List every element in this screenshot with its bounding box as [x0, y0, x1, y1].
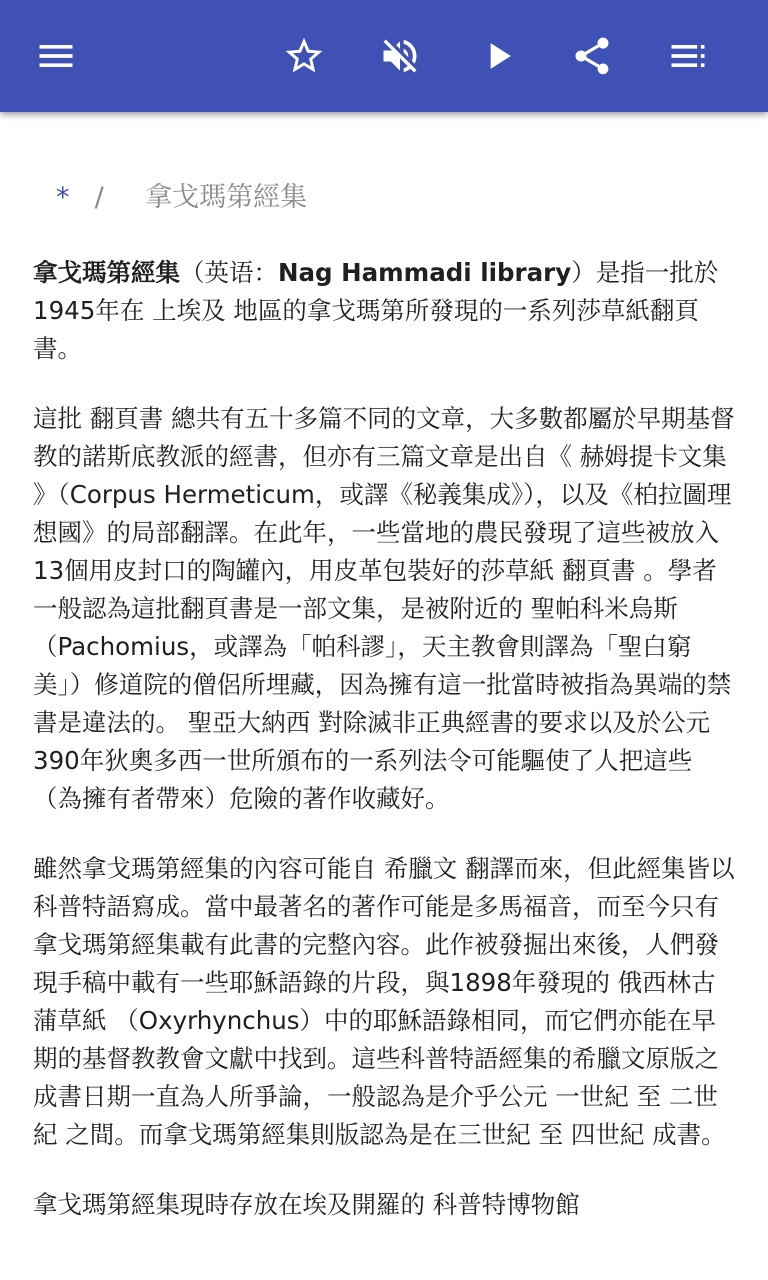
breadcrumb: [56, 178, 307, 218]
paragraph-intro: [33, 254, 737, 368]
breadcrumb-separator: /: [94, 182, 104, 213]
breadcrumb-home-link[interactable]: *: [56, 182, 70, 213]
playlist-icon: [666, 34, 710, 78]
play-icon: [476, 34, 520, 78]
menu-button[interactable]: [28, 28, 84, 84]
english-name: Nag Hammadi library: [278, 258, 572, 287]
paragraph-location: 拿戈瑪第經集現時存放在埃及開羅的 科普特博物館: [33, 1190, 580, 1219]
star-outline-icon: [282, 34, 326, 78]
article-title: 拿戈瑪第經集: [33, 258, 180, 287]
article-body: [33, 254, 737, 1256]
app-bar: [0, 0, 768, 112]
paragraph-text: （英语：: [180, 258, 278, 287]
breadcrumb-current: 拿戈瑪第經集: [145, 182, 308, 213]
paragraph-content: 雖然拿戈瑪第經集的內容可能自 希臘文 翻譯而來，但此經集皆以科普特語寫成。當中最著名的著作可能是多馬福音，而至今只有拿戈瑪第經集載有此書的完整內容。此作被發掘出來後，人們發現手稿中載有一些耶穌語錄的片段，與1898年發現的 俄西林古蒲草紙 （Oxyrhynchus）中的耶穌語錄相同，而它們亦能在早期的基督教教會文獻中找到。這些科普特語經集的希臘文原版之成書日期一直為人所爭論，一般認為是介乎公元 一世紀 至 二世紀 之間。而拿戈瑪第經集則版認為是在三世紀 至 四世紀 成書。: [33, 854, 735, 1149]
mute-button[interactable]: [372, 28, 428, 84]
share-icon: [570, 34, 614, 78]
contents-button[interactable]: [660, 28, 716, 84]
favorite-button[interactable]: [276, 28, 332, 84]
share-button[interactable]: [564, 28, 620, 84]
menu-icon: [34, 34, 78, 78]
play-button[interactable]: [470, 28, 526, 84]
volume-off-icon: [378, 34, 422, 78]
paragraph-text: ）是指一批於1945年在 上埃及 地區的拿戈瑪第所發現的一系列莎草紙翻頁書。: [33, 258, 719, 363]
paragraph-discovery: 這批 翻頁書 總共有五十多篇不同的文章，大多數都屬於早期基督教的諾斯底教派的經書，但亦有三篇文章是出自《 赫姆提卡文集 》（Corpus Hermeticum，或譯《秘義集成》），以及《柏拉圖理想國》的局部翻譯。在此年，一些當地的農民發現了這些被放入13個用皮封口的陶罐內，用皮革包裝好的莎草紙 翻頁書 。學者一般認為這批翻頁書是一部文集，是被附近的 聖帕科米烏斯 （Pachomius，或譯為「帕科謬」，天主教會則譯為「聖白窮美」）修道院的僧侶所埋藏，因為擁有這一批當時被指為異端的禁書是違法的。 聖亞大納西 對除滅非正典經書的要求以及於公元390年狄奧多西一世所頒布的一系列法令可能驅使了人把這些（為擁有者帶來）危險的著作收藏好。: [33, 404, 735, 813]
article-view[interactable]: [0, 112, 768, 1280]
